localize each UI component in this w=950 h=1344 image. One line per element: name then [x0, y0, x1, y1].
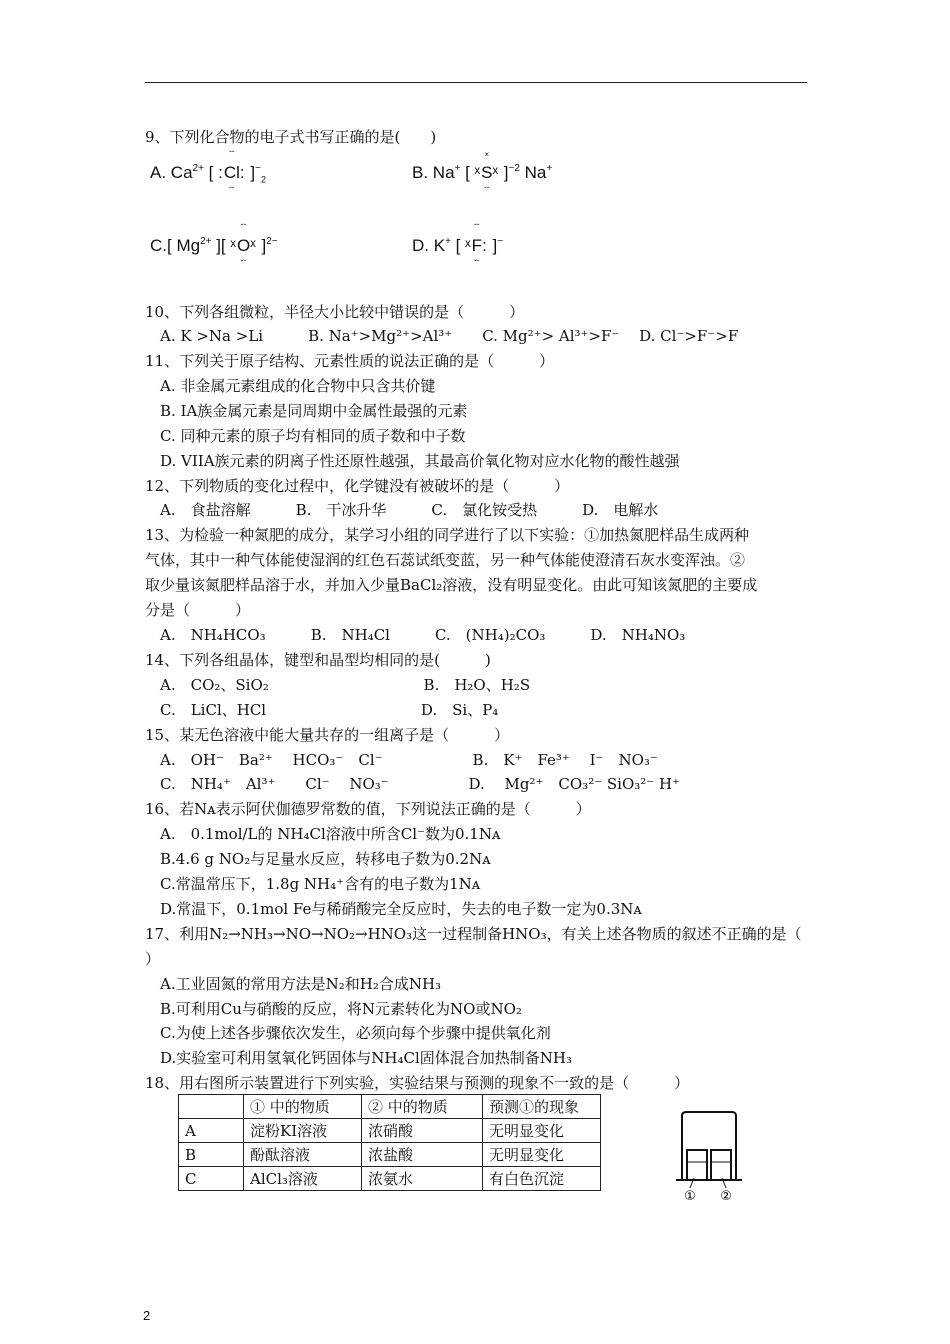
- q15-options-ab: A. OH⁻ Ba²⁺ HCO₃⁻ Cl⁻ B. K⁺ Fe³⁺ I⁻ NO₃⁻: [160, 751, 658, 769]
- q16-option-a: A. 0.1mol/L的 NH₄Cl溶液中所含Cl⁻数为0.1Nᴀ: [160, 825, 501, 843]
- q14-options-ab: A. CO₂、SiO₂ B. H₂O、H₂S: [160, 676, 531, 694]
- q16-stem: 16、若Nᴀ表示阿伏伽德罗常数的值，下列说法正确的是（ ）: [145, 800, 591, 818]
- q13-line-4: 分是（ ）: [145, 601, 251, 619]
- header-rule: [145, 82, 807, 83]
- page-number: 2: [143, 1308, 151, 1323]
- q11-option-b: B. IA族金属元素是同周期中金属性最强的元素: [160, 402, 468, 420]
- table-cell: 淀粉KI溶液: [244, 1119, 362, 1143]
- table-cell: 无明显变化: [483, 1143, 601, 1167]
- q17-option-b: B.可利用Cu与硝酸的反应，将N元素转化为NO或NO₂: [160, 1000, 522, 1018]
- apparatus-label-2: ②: [720, 1189, 732, 1202]
- table-cell: C: [179, 1167, 244, 1191]
- table-row: [179, 1167, 601, 1191]
- apparatus-label-1: ①: [684, 1189, 696, 1202]
- table-cell: 有白色沉淀: [483, 1167, 601, 1191]
- q9-stem: 9、下列化合物的电子式书写正确的是( ): [145, 128, 437, 146]
- q17-option-d: D.实验室可利用氢氧化钙固体与NH₄Cl固体混合加热制备NH₃: [160, 1049, 572, 1067]
- table-header-cell: ① 中的物质: [244, 1095, 362, 1119]
- q14-stem: 14、下列各组晶体，键型和晶型均相同的是( ): [145, 651, 491, 669]
- q16-option-b: B.4.6 g NO₂与足量水反应，转移电子数为0.2Nᴀ: [160, 850, 491, 868]
- table-row: [179, 1119, 601, 1143]
- q9-option-b: B. Na+ [ ˣ × S ˇˇ ˣ ]$^{-2}$ Na+: [412, 150, 553, 195]
- q16-option-c: C.常温常压下，1.8g NH₄⁺含有的电子数为1Nᴀ: [160, 875, 481, 893]
- table-cell: 无明显变化: [483, 1119, 601, 1143]
- table-row: [179, 1143, 601, 1167]
- table-header-cell: [179, 1095, 244, 1119]
- table-cell: 浓氨水: [362, 1167, 483, 1191]
- q9-option-a: A. $Ca^{2+}$ [ : ˇˇ Cl ˇˇ : ]$^-_2$: [150, 150, 266, 195]
- q12-stem: 12、下列物质的变化过程中，化学键没有被破坏的是（ ）: [145, 477, 570, 495]
- q11-option-c: C. 同种元素的原子均有相同的质子数和中子数: [160, 427, 466, 445]
- q18-table: [178, 1094, 601, 1191]
- q17-option-a: A.工业固氮的常用方法是N₂和H₂合成NH₃: [160, 975, 442, 993]
- q9-option-c: C.[ $Mg^{2+}$ ][ ˣ ˇˇ O ˇˇ ˣ ]$^{2-}$: [150, 223, 278, 268]
- q13-line-3: 取少量该氮肥样品溶于水，并加入少量BaCl₂溶液，没有明显变化。由此可知该氮肥的主要成: [145, 576, 758, 594]
- q13-line-2: 气体，其中一种气体能使湿润的红色石蕊试纸变蓝，另一种气体能使澄清石灰水变浑浊。②: [145, 551, 746, 569]
- q10-options: A. K >Na >Li B. Na⁺>Mg²⁺>Al³⁺ C. Mg²⁺> Al³⁺>F⁻ D. Cl⁻>F⁻>F: [160, 327, 739, 345]
- q18-stem: 18、用右图所示装置进行下列实验，实验结果与预测的现象不一致的是（ ）: [145, 1074, 690, 1092]
- q11-option-a: A. 非金属元素组成的化合物中只含共价键: [160, 377, 436, 395]
- table-cell: 浓硝酸: [362, 1119, 483, 1143]
- table-header-cell: ② 中的物质: [362, 1095, 483, 1119]
- q10-stem: 10、下列各组微粒，半径大小比较中错误的是（ ）: [145, 303, 525, 321]
- q11-option-d: D. VIIA族元素的阴离子性还原性越强，其最高价氧化物对应水化物的酸性越强: [160, 452, 680, 470]
- table-header-row: [179, 1095, 601, 1119]
- table-cell: B: [179, 1143, 244, 1167]
- q12-options: A. 食盐溶解 B. 干冰升华 C. 氯化铵受热 D. 电解水: [160, 501, 659, 519]
- q14-options-cd: C. LiCl、HCl D. Si、P₄: [160, 701, 499, 719]
- table-cell: AlCl₃溶液: [244, 1167, 362, 1191]
- apparatus-diagram: [674, 1110, 754, 1202]
- table-cell: A: [179, 1119, 244, 1143]
- q15-stem: 15、某无色溶液中能大量共存的一组离子是（ ）: [145, 726, 510, 744]
- q17-option-c: C.为使上述各步骤依次发生，必须向每个步骤中提供氧化剂: [160, 1024, 551, 1042]
- q11-stem: 11、下列关于原子结构、元素性质的说法正确的是（ ）: [145, 352, 555, 370]
- table-cell: 酚酞溶液: [244, 1143, 362, 1167]
- table-header-cell: 预测①的现象: [483, 1095, 601, 1119]
- q13-line-1: 13、为检验一种氮肥的成分，某学习小组的同学进行了以下实验：①加热氮肥样品生成两种: [145, 526, 750, 544]
- table-cell: 浓盐酸: [362, 1143, 483, 1167]
- q17-line-2: ）: [145, 950, 161, 968]
- q9-option-d: D. K+ [ ˣ ˇˇ F ˇˇ : ]−: [412, 223, 504, 268]
- q13-options: A. NH₄HCO₃ B. NH₄Cl C. (NH₄)₂CO₃ D. NH₄NO₃: [160, 626, 686, 644]
- q17-line-1: 17、利用N₂→NH₃→NO→NO₂→HNO₃这一过程制备HNO₃，有关上述各物质的叙述不正确的是（: [145, 925, 802, 943]
- q15-options-cd: C. NH₄⁺ Al³⁺ Cl⁻ NO₃⁻ D. Mg²⁺ CO₃²⁻ SiO₃²⁻ H⁺: [160, 775, 680, 793]
- q16-option-d: D.常温下，0.1mol Fe与稀硝酸完全反应时，失去的电子数一定为0.3Nᴀ: [160, 900, 642, 918]
